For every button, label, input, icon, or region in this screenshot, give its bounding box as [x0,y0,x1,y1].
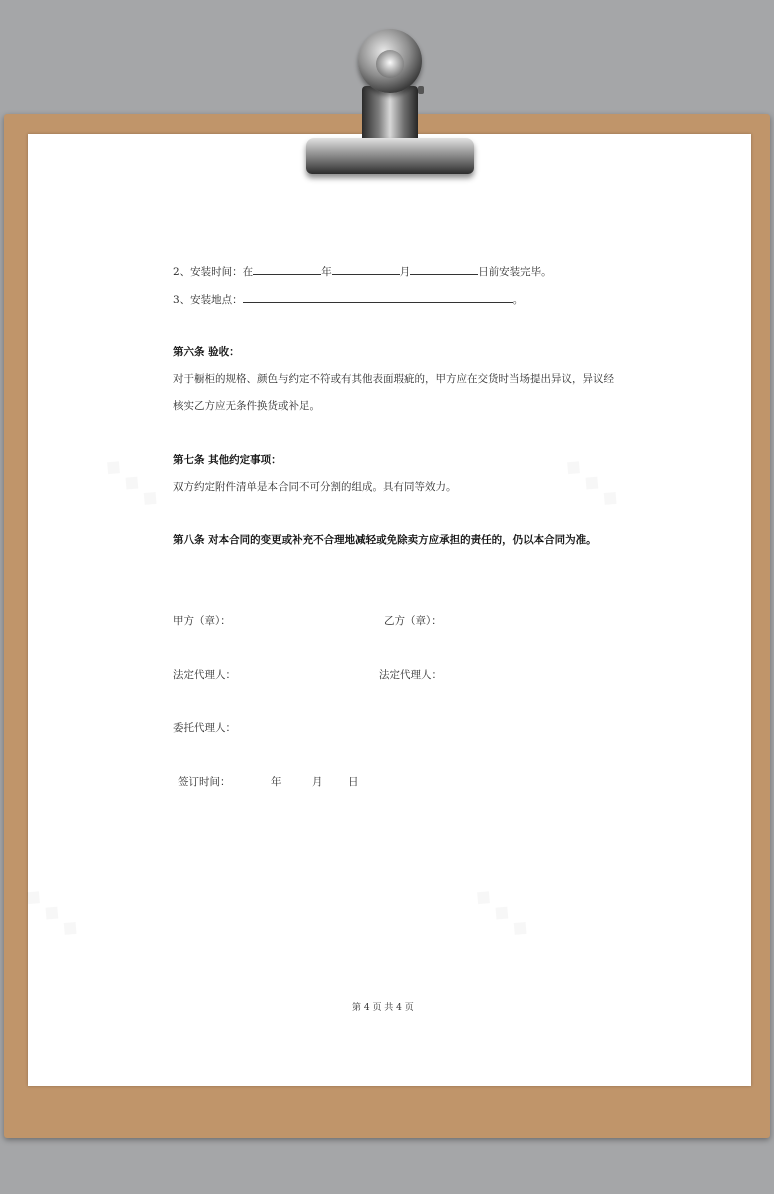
clip-plate [306,138,474,174]
agent-label: 委托代理人： [173,722,236,734]
day-blank [410,264,478,275]
article6-line2: 核实乙方应无条件换货或补足。 [173,400,320,412]
month-blank [332,264,400,275]
page-footer: 第 4 页 共 4 页 [352,1003,414,1013]
party-b-label: 乙方（章）： [384,615,442,627]
legal-rep-b-label: 法定代理人： [379,669,442,681]
sign-month: 月 [312,776,323,788]
sign-day: 日 [348,776,359,788]
place-blank [243,292,513,303]
install-time-line: 2、安装时间：在 年 月 日前安装完毕。 [173,266,552,278]
party-a-label: 甲方（章）： [173,615,231,627]
article6-line1: 对于橱柜的规格、颜色与约定不符或有其他表面瑕疵的，甲方应在交货时当场提出异议，异议经 [173,373,614,385]
legal-rep-a-label: 法定代理人： [173,669,236,681]
article6-title: 第六条 验收： [173,346,240,358]
year-blank [253,264,321,275]
sign-date-label: 签订时间： [178,776,231,788]
article7-line1: 双方约定附件清单是本合同不可分割的组成。具有同等效力。 [173,481,457,493]
clip-neck [362,86,418,144]
clip-hole [376,50,404,78]
sign-year: 年 [271,776,282,788]
clip-pin [418,86,424,94]
install-place-line: 3、安装地点： 。 [173,294,524,306]
article8-title: 第八条 对本合同的变更或补充不合理地减轻或免除卖方应承担的责任的，仍以本合同为准。 [173,534,597,546]
article7-title: 第七条 其他约定事项： [173,454,282,466]
